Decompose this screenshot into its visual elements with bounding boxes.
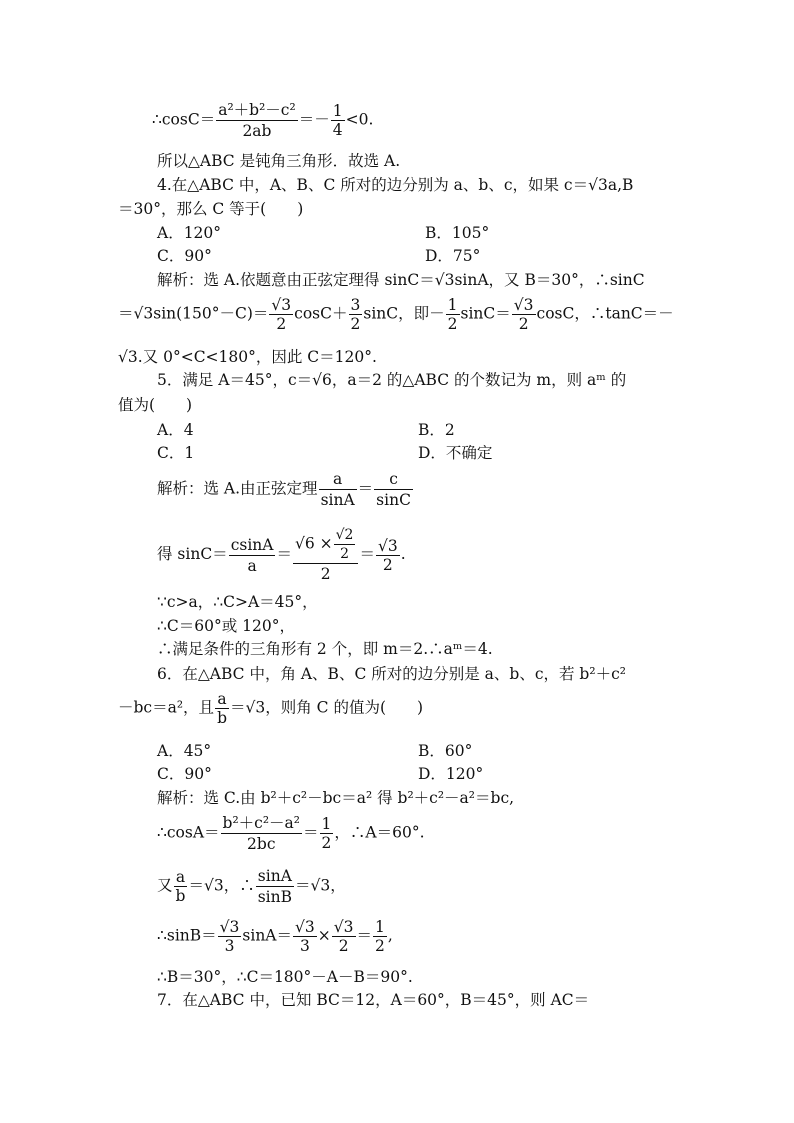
q4-solution-line3: √3.又 0°<C<180°，因此 C＝120°.	[118, 348, 377, 366]
fraction-denominator: sinB	[257, 888, 292, 906]
q6-solution-line2	[157, 813, 425, 854]
fraction	[256, 866, 294, 907]
fraction-numerator: b²＋c²－a²	[222, 814, 301, 832]
text: ，∴A＝60°.	[334, 823, 425, 842]
equals: ＝	[357, 479, 374, 498]
text: ×	[317, 926, 331, 945]
fraction	[334, 526, 356, 563]
fraction-numerator: √3	[295, 918, 315, 936]
fraction	[349, 296, 363, 333]
fraction-denominator: a	[247, 556, 257, 575]
q5-option-c: C．1	[157, 444, 195, 462]
fraction-denominator: 2	[518, 315, 529, 333]
q5-solution-line3: ∵c>a，∴C>A＝45°，	[157, 593, 318, 611]
fraction-numerator: √3	[377, 536, 398, 555]
fraction	[319, 469, 357, 510]
q4-solution-line1: 解析：选 A.依题意由正弦定理得 sinC＝√3sinA，又 B＝30°，∴sinC	[157, 271, 645, 289]
fraction	[446, 296, 460, 333]
fraction-numerator: √2	[335, 527, 354, 543]
q7-stem-line1: 7．在△ABC 中，已知 BC＝12，A＝60°，B＝45°，则 AC＝	[157, 991, 590, 1009]
q5-stem-line2: 值为( )	[118, 396, 193, 414]
text: ,	[387, 926, 393, 945]
inequality: <0.	[345, 110, 374, 129]
fraction	[512, 296, 536, 333]
text: cosC，∴tanC＝－	[536, 304, 674, 323]
q6-option-a: A．45°	[157, 742, 212, 760]
fraction-numerator: 1	[321, 815, 332, 833]
q6-solution-line4	[157, 918, 393, 955]
fraction-denominator: sinA	[320, 491, 355, 509]
fraction	[215, 690, 229, 727]
fraction-numerator: 3	[350, 296, 361, 314]
fraction	[332, 918, 356, 955]
fraction-numerator: √3	[219, 918, 240, 936]
fraction	[216, 100, 298, 141]
fraction	[221, 813, 303, 854]
fraction-numerator: a	[174, 868, 188, 887]
text: 又	[157, 876, 173, 895]
fraction-denominator: 2	[340, 546, 350, 562]
q5-stem-line1: 5．满足 A＝45°，c＝√6，a＝2 的△ABC 的个数记为 m，则 aᵐ 的	[157, 371, 627, 389]
cos-lhs: ∴cosC＝	[152, 110, 216, 129]
q6-stem-line2	[118, 690, 423, 727]
q5-option-a: A．4	[157, 421, 194, 439]
text: ＝√3，∴	[188, 876, 255, 895]
fraction-numerator: √3	[513, 296, 534, 314]
fraction	[174, 868, 188, 905]
fraction-denominator: 2ab	[242, 122, 272, 140]
q5-option-b: B．2	[418, 421, 455, 439]
text: ＝√3sin(150°－C)＝	[118, 304, 269, 323]
equals: ＝	[359, 545, 375, 563]
fraction-numerator: a	[215, 690, 229, 709]
text: sinC＝	[460, 304, 511, 323]
equals: ＝	[303, 823, 319, 842]
compound-fraction	[293, 526, 358, 584]
text: .	[400, 545, 406, 563]
text: 解析：选 A.由正弦定理	[157, 479, 318, 498]
fraction-numerator: sinA	[256, 866, 294, 887]
fraction-denominator: 2	[350, 315, 361, 333]
text: cosC＋	[294, 304, 348, 323]
q5-solution-line4: ∴C＝60°或 120°，	[157, 617, 295, 635]
q4-stem-line1: 4.在△ABC 中，A、B、C 所对的边分别为 a、b、c，如果 c＝√3a,B	[157, 176, 634, 194]
q5-solution-line5: ∴满足条件的三角形有 2 个，即 m＝2.∴aᵐ＝4.	[157, 640, 493, 658]
equals: ＝－	[298, 110, 330, 129]
text: ＝	[356, 926, 373, 945]
text: ∴sinB＝	[157, 926, 217, 945]
q4-option-c: C．90°	[157, 247, 212, 265]
q4-option-a: A．120°	[157, 224, 222, 242]
fraction-numerator: c	[374, 469, 413, 490]
fraction	[376, 537, 400, 574]
equals: ＝	[276, 545, 292, 563]
q6-solution-line3	[157, 866, 346, 907]
fraction-denominator: 2	[382, 555, 393, 574]
fraction-denominator: 2	[276, 315, 287, 333]
fraction-numerator: 1	[332, 102, 343, 120]
fraction-numerator	[293, 526, 358, 564]
q5-solution-line1	[157, 469, 414, 510]
text: sinC，即－	[363, 304, 445, 323]
text: 得 sinC＝	[157, 545, 228, 563]
q5-solution-line2	[157, 526, 406, 584]
fraction-denominator: 4	[332, 121, 343, 139]
q4-solution-line2	[118, 296, 674, 333]
fraction-denominator: 2	[321, 834, 332, 852]
text: －bc＝a²，且	[118, 698, 215, 717]
fraction	[374, 469, 413, 510]
text: √6 ×	[294, 534, 333, 553]
q4-stem-line2: ＝30°，那么 C 等于( )	[118, 200, 304, 218]
q4-option-b: B．105°	[425, 224, 490, 242]
q6-option-c: C．90°	[157, 765, 212, 783]
fraction-denominator: sinC	[376, 491, 411, 509]
fraction-denominator: 2bc	[247, 835, 276, 853]
fraction-denominator: b	[175, 887, 186, 905]
fraction	[373, 918, 387, 955]
text: ＝√3，	[295, 876, 346, 895]
fraction-denominator: 2	[338, 937, 349, 955]
q4-option-d: D．75°	[425, 247, 481, 265]
fraction	[218, 918, 242, 955]
text: ＝√3，则角 C 的值为( )	[230, 698, 424, 717]
fraction-numerator: csinA	[230, 535, 274, 554]
fraction-denominator: 2	[375, 937, 385, 955]
fraction-denominator: b	[217, 709, 227, 727]
text: ∴cosA＝	[157, 823, 220, 842]
fraction-denominator: 2	[320, 565, 331, 583]
fraction-denominator: 2	[447, 315, 458, 333]
fraction	[293, 918, 317, 955]
conclusion-text: 所以△ABC 是钝角三角形．故选 A.	[157, 152, 401, 170]
fraction-numerator: 1	[447, 296, 458, 314]
fraction-numerator: a²＋b²－c²	[218, 101, 296, 119]
q6-solution-line1: 解析：选 C.由 b²＋c²－bc＝a² 得 b²＋c²－a²＝bc,	[157, 789, 515, 807]
q6-solution-line5: ∴B＝30°，∴C＝180°－A－B＝90°.	[157, 968, 413, 986]
q6-option-d: D．120°	[418, 765, 484, 783]
q6-option-b: B．60°	[418, 742, 473, 760]
cos-c-equation	[152, 100, 373, 141]
fraction-numerator: √3	[271, 296, 292, 314]
fraction-numerator: 1	[375, 918, 385, 936]
q6-stem-line1: 6．在△ABC 中，角 A、B、C 所对的边分别是 a、b、c，若 b²＋c²	[157, 665, 626, 683]
fraction-denominator: 3	[299, 937, 310, 955]
fraction-numerator: √3	[333, 918, 354, 936]
fraction	[320, 815, 334, 852]
fraction	[229, 535, 276, 576]
fraction	[331, 102, 345, 139]
q5-option-d: D．不确定	[418, 444, 493, 462]
fraction	[269, 296, 293, 333]
fraction-denominator: 3	[224, 937, 235, 955]
fraction-numerator: a	[319, 469, 357, 490]
text: sinA＝	[242, 926, 292, 945]
